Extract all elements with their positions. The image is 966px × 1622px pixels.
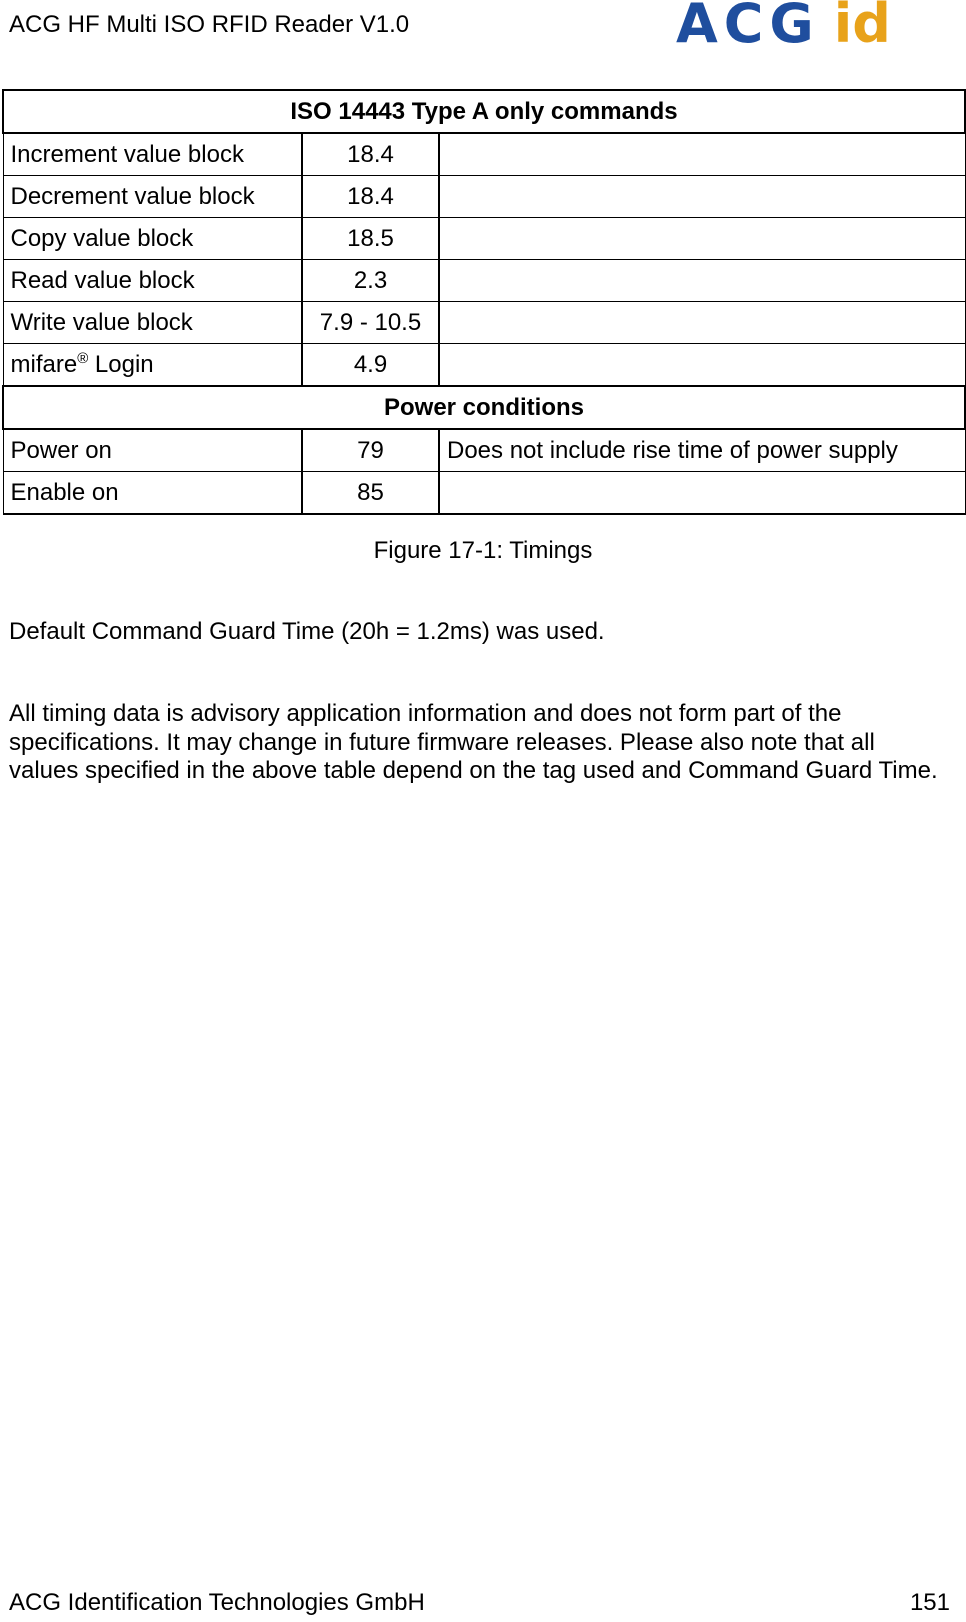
command-name: Decrement value block	[3, 176, 302, 218]
table-row	[3, 133, 965, 176]
command-name: Copy value block	[3, 218, 302, 260]
logo-id-text: id	[833, 0, 891, 55]
timing-value: 18.4	[302, 133, 439, 176]
command-name-suffix: Login	[88, 350, 154, 378]
timing-note	[439, 218, 965, 260]
timing-value: 18.4	[302, 176, 439, 218]
table-row	[3, 218, 965, 260]
page-number: 151	[909, 1589, 950, 1616]
advisory-paragraph: All timing data is advisory application information and does not form part of the specifications. It may change in future firmware releases. Please also note that all values specified in the above table depend on the tag used and Command Guard Time.	[9, 700, 938, 784]
condition-name: Power on	[3, 429, 302, 472]
command-name: Read value block	[3, 260, 302, 302]
command-name: Write value block	[3, 302, 302, 344]
condition-name: Enable on	[3, 472, 302, 515]
timings-table	[2, 89, 966, 515]
section-title-power-conditions: Power conditions	[3, 386, 965, 429]
command-name-prefix: mifare	[10, 350, 78, 378]
timing-value: 18.5	[302, 218, 439, 260]
timing-value: 79	[302, 429, 439, 472]
timing-note: Does not include rise time of power supply	[439, 429, 965, 472]
table-section-header	[3, 386, 965, 429]
timing-value: 4.9	[302, 344, 439, 387]
table-row	[3, 429, 965, 472]
timing-value: 2.3	[302, 260, 439, 302]
timing-note	[439, 302, 965, 344]
timing-note	[439, 176, 965, 218]
acg-id-logo	[676, 0, 960, 55]
table-row	[3, 472, 965, 515]
table-row	[3, 344, 965, 387]
footer-company: ACG Identification Technologies GmbH	[9, 1589, 425, 1616]
timing-note	[439, 472, 965, 515]
table-row	[3, 302, 965, 344]
command-name	[3, 344, 302, 387]
section-title-iso14443a: ISO 14443 Type A only commands	[3, 90, 965, 133]
timing-note	[439, 260, 965, 302]
registered-mark: ®	[77, 349, 89, 367]
timing-note	[439, 344, 965, 387]
command-name: Increment value block	[3, 133, 302, 176]
logo-acg-text: ACG	[676, 0, 820, 55]
timing-value: 85	[302, 472, 439, 515]
document-header-title: ACG HF Multi ISO RFID Reader V1.0	[9, 11, 410, 38]
timing-note	[439, 133, 965, 176]
timing-value: 7.9 - 10.5	[302, 302, 439, 344]
table-row	[3, 260, 965, 302]
table-row	[3, 176, 965, 218]
figure-caption: Figure 17-1: Timings	[373, 537, 593, 564]
guard-time-paragraph: Default Command Guard Time (20h = 1.2ms) was used.	[9, 618, 605, 645]
table-section-header	[3, 90, 965, 133]
